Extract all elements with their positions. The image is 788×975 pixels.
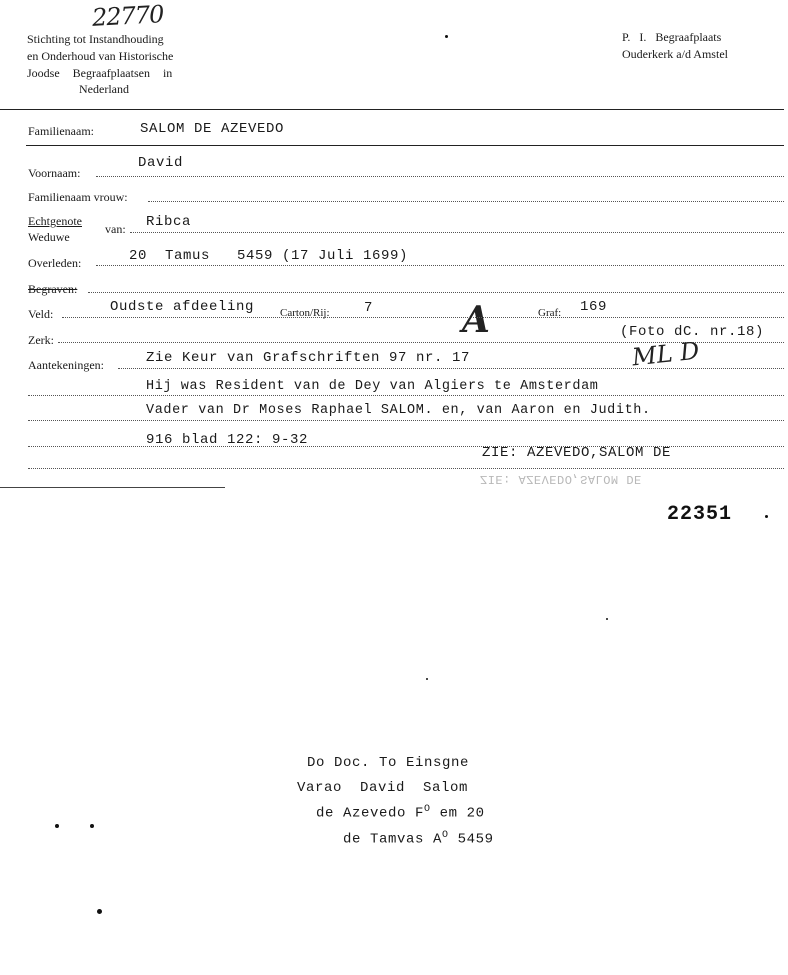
label-weduwe: Weduwe: [28, 230, 70, 244]
label-veld: Veld:: [28, 307, 54, 321]
dots-aantekeningen: [118, 368, 784, 369]
top-rule: [0, 109, 784, 110]
dots-overleden: [96, 265, 784, 266]
speck: [426, 678, 428, 680]
header-line-2: en Onderhoud van Historische: [27, 49, 174, 63]
value-overleden: 20 Tamus 5459 (17 Juli 1699): [129, 248, 409, 264]
dots-van: [130, 232, 784, 233]
dots-line-5: [28, 468, 784, 469]
label-zerk: Zerk:: [28, 333, 54, 347]
dots-line-2: [28, 395, 784, 396]
header-line-3: Joodse Begraafplaatsen in: [27, 66, 173, 80]
label-van: van:: [105, 222, 126, 236]
card-number: 22351: [667, 503, 733, 526]
value-carton: 7: [364, 300, 374, 316]
handwritten-number: 22770: [91, 0, 165, 32]
value-voornaam: David: [138, 155, 184, 171]
aantekening-line-3: Vader van Dr Moses Raphael SALOM. en, van Aaron en Judith.: [146, 403, 651, 418]
inscription-line-2: Varao David Salom: [297, 780, 469, 796]
aantekening-line-1: Zie Keur van Grafschriften 97 nr. 17: [146, 350, 471, 366]
value-veld: Oudste afdeeling: [110, 299, 255, 315]
label-graf: Graf:: [538, 307, 562, 319]
zie-reference: ZIE: AZEVEDO,SALOM DE: [482, 445, 672, 461]
aantekening-line-2: Hij was Resident van de Dey van Algiers te Amsterdam: [146, 379, 599, 394]
value-van: Ribca: [146, 214, 192, 230]
speck: [55, 824, 59, 828]
inscription-line-1: Do Doc. To Einsgne: [307, 755, 470, 771]
label-aantekeningen: Aantekeningen:: [28, 358, 104, 372]
label-overleden: Overleden:: [28, 256, 82, 270]
label-familienaam: Familienaam:: [28, 124, 94, 138]
label-begraven: Begraven:: [28, 282, 78, 296]
superscript-o: O: [424, 804, 431, 815]
dots-voornaam: [96, 176, 784, 177]
label-voornaam: Voornaam:: [28, 166, 81, 180]
value-graf: 169: [580, 299, 608, 315]
dots-veld: [62, 317, 784, 318]
initials: ML D: [630, 336, 701, 372]
speck: [97, 909, 102, 914]
aantekening-line-4: 916 blad 122: 9-32: [146, 432, 309, 448]
label-carton: Carton/Rij:: [280, 307, 330, 319]
inscription-line-4: [343, 830, 494, 848]
mirrored-zie-reference: ZIE: AZEVEDO,SALOM DE: [480, 472, 642, 486]
header-line-1: Stichting tot Instandhouding: [27, 32, 164, 46]
superscript-o-2: O: [442, 830, 449, 841]
value-foto: (Foto dC. nr.18): [620, 324, 765, 340]
speck: [606, 618, 608, 620]
inscription-line-3: [316, 804, 485, 822]
inscription-line-4-tail: 5459: [448, 831, 494, 848]
value-familienaam: SALOM DE AZEVEDO: [140, 121, 285, 137]
header-line-4: Nederland: [79, 82, 129, 96]
speck: [90, 824, 94, 828]
inscription-line-3-text: de Azevedo F: [316, 805, 425, 822]
cemetery-line-1: P. I. Begraafplaats: [622, 30, 722, 44]
dots-familienaam-vrouw: [148, 201, 784, 202]
card-bottom-rule: [0, 487, 225, 488]
speck: [765, 515, 768, 518]
inscription-line-3-tail: em 20: [430, 805, 485, 822]
inscription-line-4-text: de Tamvas A: [343, 831, 443, 848]
label-echtgenote: Echtgenote: [28, 214, 82, 228]
name-rule: [26, 145, 784, 146]
cemetery-line-2: Ouderkerk a/d Amstel: [622, 47, 728, 61]
speck: [445, 35, 448, 38]
dots-begraven: [88, 292, 784, 293]
dots-line-3: [28, 420, 784, 421]
label-familienaam-vrouw: Familienaam vrouw:: [28, 190, 128, 204]
carton-letter: A: [462, 299, 490, 341]
